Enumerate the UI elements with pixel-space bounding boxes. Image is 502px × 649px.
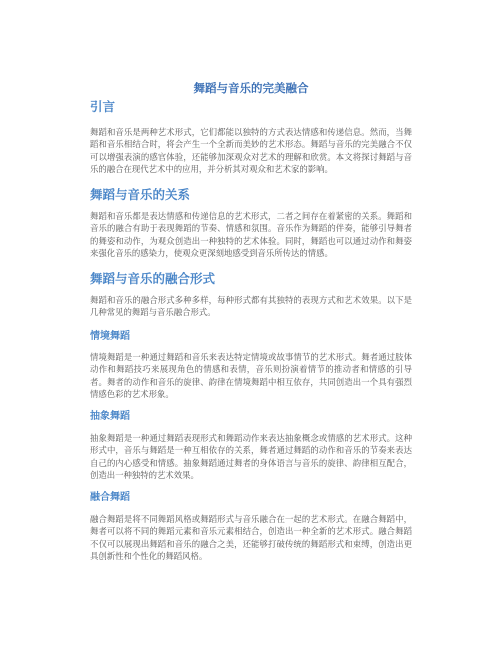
paragraph-relation: 舞蹈和音乐都是表达情感和传递信息的艺术形式，二者之间存在着紧密的关系。舞蹈和音乐的融合有助于表现舞蹈的节奏、情感和氛围。音乐作为舞蹈的伴奏，能够引导舞者的舞姿和动作，为观众创造出一种独特的艺术体验。同时，舞蹈也可以通过动作和舞姿来强化音乐的感染力，使观众更深刻地感受到音乐所传达的情感。 [90,211,412,258]
heading-intro: 引言 [90,99,116,114]
paragraph-forms: 舞蹈和音乐的融合形式多种多样，每种形式都有其独特的表现方式和艺术效果。以下是几种常见的舞蹈与音乐融合形式。 [90,295,412,318]
paragraph-abstract: 抽象舞蹈是一种通过舞蹈表现形式和舞蹈动作来表达抽象概念或情感的艺术形式。这种形式中，音乐与舞蹈是一种互相依存的关系，舞者通过舞蹈的动作和音乐的节奏来表达自己的内心感受和情感。抽象舞蹈通过舞者的身体语言与音乐的旋律、韵律相互配合，创造出一种独特的艺术效果。 [90,433,412,480]
heading-fusion: 融合舞蹈 [90,492,130,503]
paragraph-intro: 舞蹈和音乐是两种艺术形式，它们都能以独特的方式表达情感和传递信息。然而，当舞蹈和音乐相结合时，将会产生一个全新而美妙的艺术形态。舞蹈与音乐的完美融合不仅可以增强表演的感官体验，还能够加深观众对艺术的理解和欣赏。本文将探讨舞蹈与音乐的融合在现代艺术中的应用，并分析其对观众和艺术家的影响。 [90,127,412,174]
heading-abstract: 抽象舞蹈 [90,411,130,422]
paragraph-situational: 情境舞蹈是一种通过舞蹈和音乐来表达特定情境或故事情节的艺术形式。舞者通过肢体动作和舞蹈技巧来展现角色的情感和表情，音乐则扮演着情节的推动者和情感的引导者。舞者的动作和音乐的旋律、韵律在情境舞蹈中相互依存，共同创造出一个具有强烈情感色彩的艺术形象。 [90,352,412,399]
heading-forms: 舞蹈与音乐的融合形式 [90,271,216,286]
heading-relation: 舞蹈与音乐的关系 [90,187,191,202]
document-title: 舞蹈与音乐的完美融合 [193,81,309,95]
heading-situational: 情境舞蹈 [90,331,130,342]
paragraph-fusion: 融合舞蹈是将不同舞蹈风格或舞蹈形式与音乐融合在一起的艺术形式。在融合舞蹈中，舞者可以将不同的舞蹈元素和音乐元素相结合，创造出一种全新的艺术形式。融合舞蹈不仅可以展现出舞蹈和音乐的融合之美，还能够打破传统的舞蹈形式和束缚，创造出更具创新性和个性化的舞蹈风格。 [90,514,412,561]
